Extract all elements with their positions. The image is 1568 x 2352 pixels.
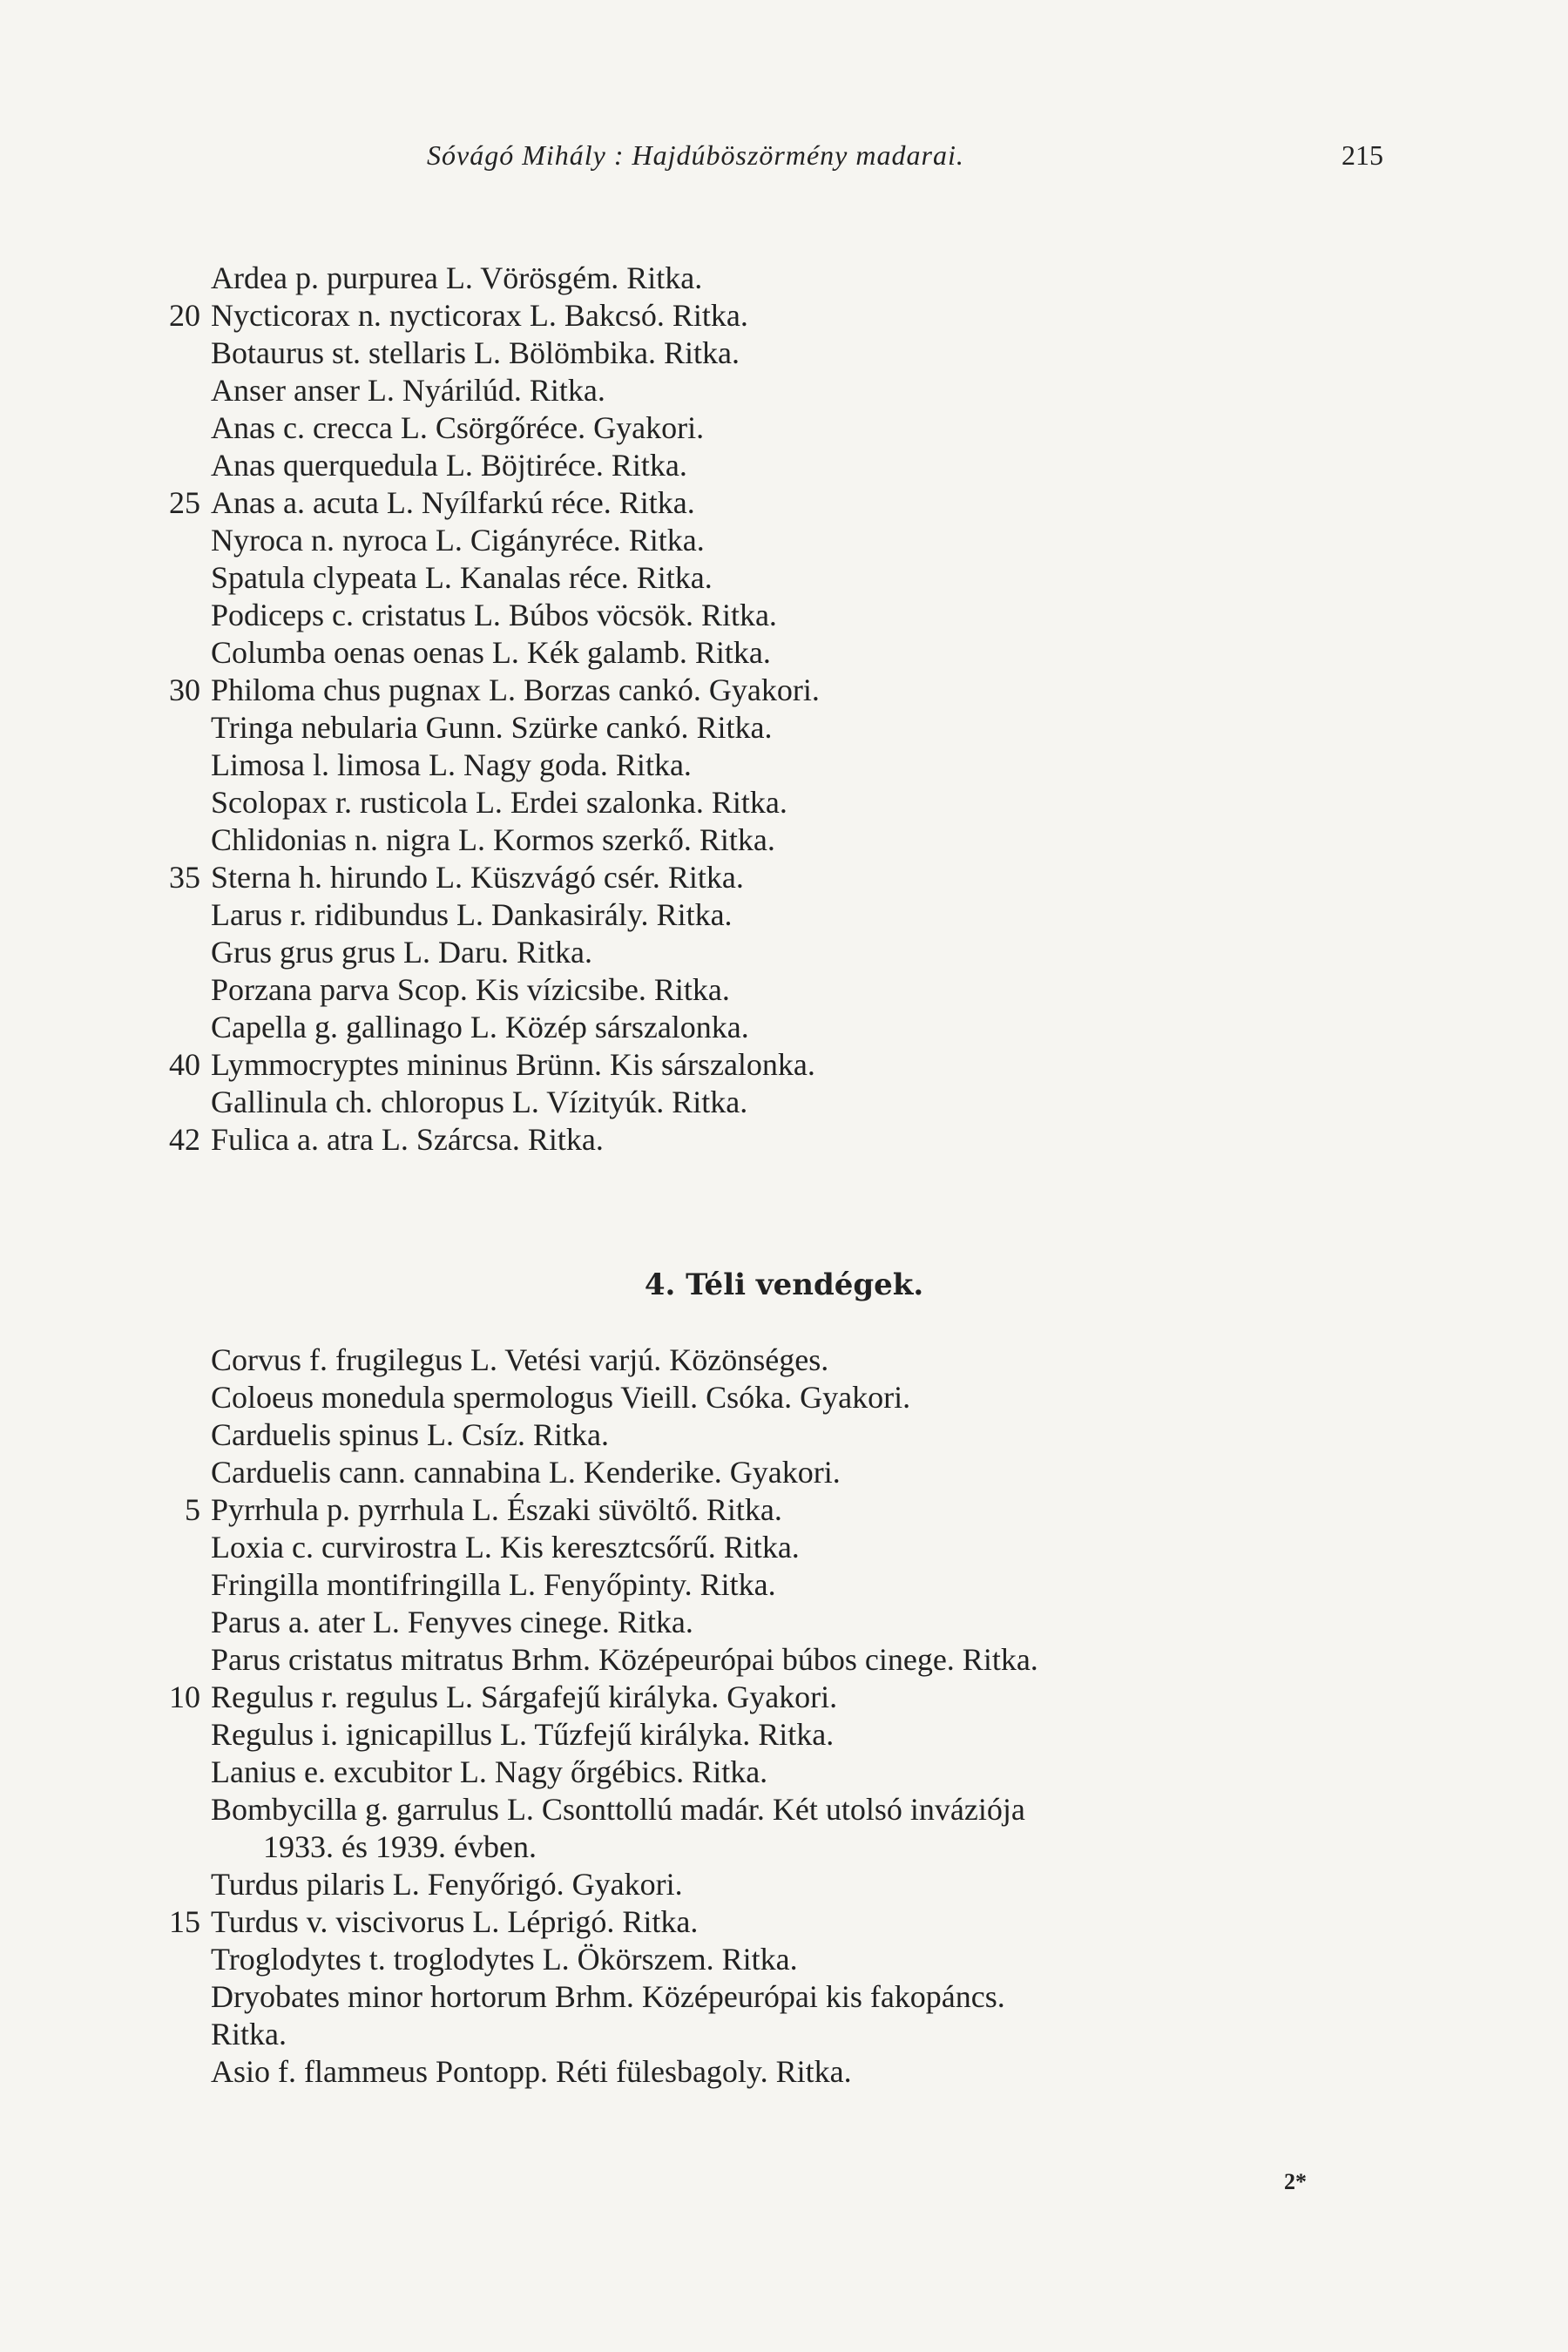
species-entry: Sterna h. hirundo L. Küszvágó csér. Ritka. <box>211 860 744 895</box>
line-number: 10 <box>169 1680 200 1714</box>
list-item <box>148 1416 1437 1454</box>
list-item <box>148 1791 1437 1828</box>
list-item <box>148 335 1437 372</box>
line-number: 42 <box>169 1122 200 1157</box>
species-entry: Gallinula ch. chloropus L. Vízityúk. Ritka. <box>211 1085 748 1119</box>
line-number: 15 <box>169 1904 200 1939</box>
section-heading: 4. Téli vendégek. <box>644 1267 924 1302</box>
species-entry: Parus a. ater L. Fenyves cinege. Ritka. <box>211 1605 693 1639</box>
species-entry: Anas c. crecca L. Csörgőréce. Gyakori. <box>211 410 705 445</box>
list-item <box>148 1716 1437 1754</box>
list-item <box>148 971 1437 1009</box>
list-item <box>148 260 1437 297</box>
species-entry: Nyroca n. nyroca L. Cigányréce. Ritka. <box>211 523 705 558</box>
species-entry: Bombycilla g. garrulus L. Csonttollú madár. Két utolsó inváziója <box>211 1792 1025 1827</box>
list-item <box>148 1379 1437 1416</box>
page-number: 215 <box>1342 139 1383 171</box>
list-item <box>148 634 1437 672</box>
list-item <box>148 1084 1437 1121</box>
list-item <box>148 1529 1437 1566</box>
species-entry: Limosa l. limosa L. Nagy goda. Ritka. <box>211 747 692 782</box>
species-entry: Parus cristatus mitratus Brhm. Középeurópai búbos cinege. Ritka. <box>211 1642 1038 1677</box>
list-item <box>148 1978 1437 2016</box>
species-entry: Columba oenas oenas L. Kék galamb. Ritka. <box>211 635 771 670</box>
list-item <box>148 559 1437 597</box>
list-item <box>148 1566 1437 1604</box>
list-item <box>148 1121 1437 1159</box>
species-entry: Chlidonias n. nigra L. Kormos szerkő. Ritka. <box>211 822 775 857</box>
list-item <box>148 522 1437 559</box>
species-entry: Dryobates minor hortorum Brhm. Középeurópai kis fakopáncs. <box>211 1979 1005 2014</box>
list-item <box>148 1754 1437 1791</box>
signature-mark: 2* <box>1284 2169 1307 2194</box>
list-item <box>148 297 1437 335</box>
species-entry: Pyrrhula p. pyrrhula L. Északi süvöltő. Ritka. <box>211 1492 782 1527</box>
list-item <box>148 1903 1437 1941</box>
list-item <box>148 934 1437 971</box>
species-entry: Porzana parva Scop. Kis vízicsibe. Ritka. <box>211 972 730 1007</box>
list-item <box>148 1009 1437 1046</box>
list-item <box>148 1454 1437 1491</box>
list-item <box>148 2016 1437 2053</box>
species-entry: Grus grus grus L. Daru. Ritka. <box>211 935 592 970</box>
species-entry: Regulus r. regulus L. Sárgafejű királyka. Gyakori. <box>211 1680 838 1714</box>
species-entry: Corvus f. frugilegus L. Vetési varjú. Közönséges. <box>211 1342 829 1377</box>
list-item <box>148 1641 1437 1679</box>
species-entry: Coloeus monedula spermologus Vieill. Csóka. Gyakori. <box>211 1380 911 1415</box>
list-item <box>148 859 1437 896</box>
species-entry: Philoma chus pugnax L. Borzas cankó. Gyakori. <box>211 672 820 707</box>
species-entry: Scolopax r. rusticola L. Erdei szalonka. Ritka. <box>211 785 787 820</box>
species-entry: Turdus pilaris L. Fenyőrigó. Gyakori. <box>211 1867 683 1902</box>
list-item <box>148 1491 1437 1529</box>
species-entry: Troglodytes t. troglodytes L. Ökörszem. Ritka. <box>211 1942 798 1977</box>
species-entry: Lanius e. excubitor L. Nagy őrgébics. Ritka. <box>211 1754 768 1789</box>
species-entry: Podiceps c. cristatus L. Búbos vöcsök. Ritka. <box>211 598 777 632</box>
list-item <box>148 409 1437 447</box>
list-item <box>148 821 1437 859</box>
species-entry: Tringa nebularia Gunn. Szürke cankó. Ritka. <box>211 710 773 745</box>
species-entry: Larus r. ridibundus L. Dankasirály. Ritka. <box>211 897 733 932</box>
species-entry: Carduelis spinus L. Csíz. Ritka. <box>211 1417 609 1452</box>
species-entry: Fulica a. atra L. Szárcsa. Ritka. <box>211 1122 604 1157</box>
line-number: 35 <box>169 860 200 895</box>
species-entry: Anas a. acuta L. Nyílfarkú réce. Ritka. <box>211 485 695 520</box>
line-number: 25 <box>169 485 200 520</box>
list-item <box>148 447 1437 484</box>
list-item <box>148 1046 1437 1084</box>
list-item <box>148 747 1437 784</box>
species-entry: Capella g. gallinago L. Közép sárszalonka. <box>211 1010 749 1044</box>
list-item <box>148 784 1437 821</box>
list-item <box>148 1342 1437 1379</box>
line-number: 5 <box>185 1492 200 1527</box>
species-entry: Fringilla montifringilla L. Fenyőpinty. Ritka. <box>211 1567 776 1602</box>
species-list-continued <box>148 260 1437 1159</box>
list-item <box>148 672 1437 709</box>
list-item <box>148 372 1437 409</box>
species-entry: Lymmocryptes mininus Brünn. Kis sárszalonka. <box>211 1047 815 1082</box>
list-item <box>148 484 1437 522</box>
list-item <box>148 1679 1437 1716</box>
list-item <box>148 1604 1437 1641</box>
list-item <box>148 709 1437 747</box>
species-entry: Spatula clypeata L. Kanalas réce. Ritka. <box>211 560 713 595</box>
running-title: Sóvágó Mihály : Hajdúböszörmény madarai. <box>427 139 964 171</box>
page-header <box>0 139 1568 183</box>
species-entry: Carduelis cann. cannabina L. Kenderike. Gyakori. <box>211 1455 841 1490</box>
list-item <box>148 1866 1437 1903</box>
species-entry: Anser anser L. Nyárilúd. Ritka. <box>211 373 605 408</box>
species-entry: 1933. és 1939. évben. <box>263 1829 537 1864</box>
line-number: 20 <box>169 298 200 333</box>
line-number: 40 <box>169 1047 200 1082</box>
species-entry: Ardea p. purpurea L. Vörösgém. Ritka. <box>211 260 703 295</box>
list-item <box>148 2053 1437 2091</box>
species-entry: Ritka. <box>211 2017 287 2051</box>
list-item <box>148 1828 1437 1866</box>
winter-guests-list <box>148 1342 1437 2091</box>
list-item <box>148 597 1437 634</box>
list-item <box>148 1941 1437 1978</box>
species-entry: Nycticorax n. nycticorax L. Bakcsó. Ritka. <box>211 298 748 333</box>
species-entry: Regulus i. ignicapillus L. Tűzfejű királyka. Ritka. <box>211 1717 835 1752</box>
species-entry: Anas querquedula L. Böjtiréce. Ritka. <box>211 448 687 483</box>
species-entry: Botaurus st. stellaris L. Bölömbika. Ritka. <box>211 335 740 370</box>
species-entry: Turdus v. viscivorus L. Léprigó. Ritka. <box>211 1904 699 1939</box>
species-entry: Asio f. flammeus Pontopp. Réti fülesbagoly. Ritka. <box>211 2054 852 2089</box>
line-number: 30 <box>169 672 200 707</box>
list-item <box>148 896 1437 934</box>
species-entry: Loxia c. curvirostra L. Kis keresztcsőrű. Ritka. <box>211 1530 800 1565</box>
